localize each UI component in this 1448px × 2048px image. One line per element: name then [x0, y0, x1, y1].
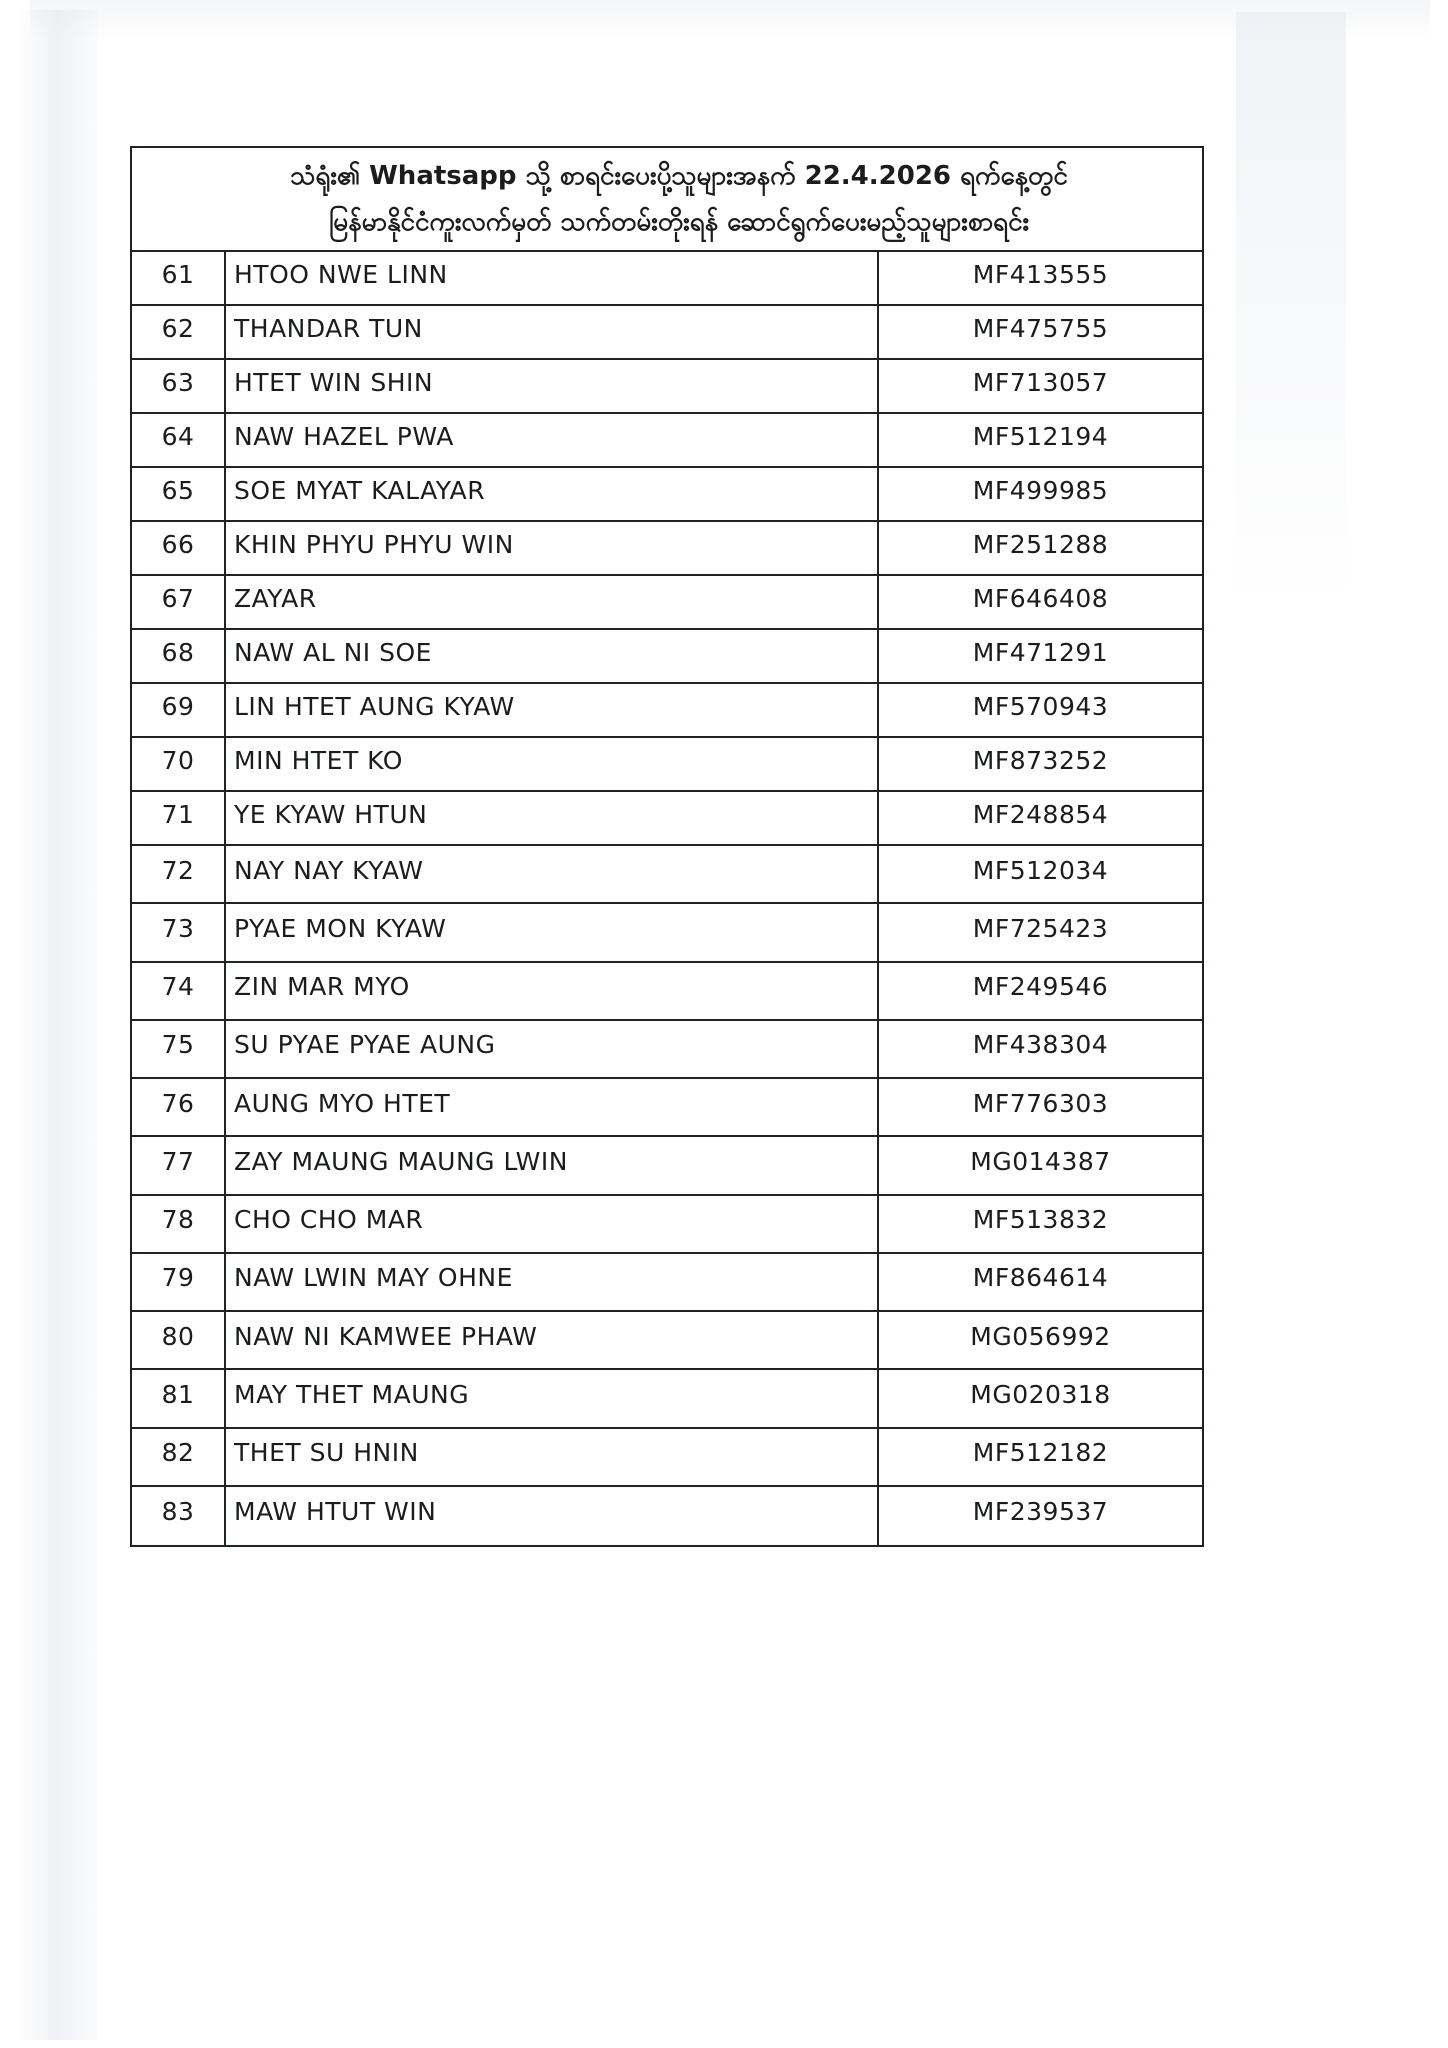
row-number: 74	[132, 963, 226, 1019]
passport-number: MF646408	[972, 583, 1109, 613]
passport-number: MG020318	[970, 1379, 1111, 1409]
passport-number: MF471291	[972, 637, 1109, 667]
table-row	[132, 630, 1202, 684]
table-title	[132, 148, 1202, 252]
row-number: 63	[132, 360, 226, 412]
applicant-name: HTOO NWE LINN	[226, 252, 879, 304]
applicant-name: HTET WIN SHIN	[226, 360, 879, 412]
applicant-name: YE KYAW HTUN	[226, 792, 879, 844]
table-row	[132, 306, 1202, 360]
applicant-name: ZAY MAUNG MAUNG LWIN	[226, 1137, 879, 1193]
table-row	[132, 576, 1202, 630]
applicant-name: NAW LWIN MAY OHNE	[226, 1254, 879, 1310]
row-number: 73	[132, 904, 226, 960]
passport-number: MF251288	[972, 529, 1109, 559]
row-number: 78	[132, 1196, 226, 1252]
row-number: 79	[132, 1254, 226, 1310]
applicant-name: CHO CHO MAR	[226, 1196, 879, 1252]
row-number: 70	[132, 738, 226, 790]
passport-number: MF512034	[972, 855, 1109, 885]
row-number: 71	[132, 792, 226, 844]
applicant-name: KHIN PHYU PHYU WIN	[226, 522, 879, 574]
passport-number: MG056992	[970, 1321, 1111, 1351]
applicant-name: MAW HTUT WIN	[226, 1487, 879, 1545]
applicant-name: SOE MYAT KALAYAR	[226, 468, 879, 520]
passport-number: MF512194	[972, 421, 1109, 451]
row-number: 80	[132, 1312, 226, 1368]
table-body	[132, 252, 1202, 1545]
row-number: 62	[132, 306, 226, 358]
table-row	[132, 468, 1202, 522]
passport-number: MF725423	[972, 913, 1109, 943]
table-row	[132, 1312, 1202, 1370]
table-row	[132, 1429, 1202, 1487]
applicant-name: THANDAR TUN	[226, 306, 879, 358]
scan-shadow-right	[1236, 12, 1346, 612]
passport-number: MF438304	[972, 1030, 1109, 1060]
applicant-name: NAY NAY KYAW	[226, 846, 879, 902]
passport-number: MF512182	[972, 1438, 1109, 1468]
applicant-name: AUNG MYO HTET	[226, 1079, 879, 1135]
table-row	[132, 738, 1202, 792]
table-row	[132, 1370, 1202, 1428]
table-row	[132, 684, 1202, 738]
scan-shadow-top	[30, 0, 1430, 40]
passport-number: MF239537	[972, 1497, 1109, 1527]
row-number: 72	[132, 846, 226, 902]
row-number: 61	[132, 252, 226, 304]
passport-number: MF873252	[972, 745, 1109, 775]
row-number: 64	[132, 414, 226, 466]
table-row	[132, 414, 1202, 468]
passport-number: MF864614	[972, 1263, 1109, 1293]
table-row	[132, 1021, 1202, 1079]
row-number: 83	[132, 1487, 226, 1545]
row-number: 65	[132, 468, 226, 520]
table-row	[132, 792, 1202, 846]
scan-shadow-left	[18, 10, 98, 2040]
applicant-name: ZAYAR	[226, 576, 879, 628]
row-number: 68	[132, 630, 226, 682]
row-number: 82	[132, 1429, 226, 1485]
passport-number: MF475755	[972, 313, 1109, 343]
passport-number: MF570943	[972, 691, 1109, 721]
applicant-name: MIN HTET KO	[226, 738, 879, 790]
table-row	[132, 1254, 1202, 1312]
table-row	[132, 360, 1202, 414]
table-title-line-2: မြန်မာနိုင်ငံကူးလက်မှတ် သက်တမ်းတိုးရန် ဆောင်ရွက်ပေးမည့်သူများစာရင်း	[328, 207, 1030, 237]
table-row	[132, 252, 1202, 306]
row-number: 81	[132, 1370, 226, 1426]
applicant-name: NAW AL NI SOE	[226, 630, 879, 682]
table-row	[132, 522, 1202, 576]
row-number: 66	[132, 522, 226, 574]
passport-number: MF248854	[972, 799, 1109, 829]
applicant-list-table	[130, 146, 1204, 1547]
row-number: 76	[132, 1079, 226, 1135]
applicant-name: PYAE MON KYAW	[226, 904, 879, 960]
applicant-name: NAW NI KAMWEE PHAW	[226, 1312, 879, 1368]
table-title-line-1: သံရုံး၏ Whatsapp သို့ စာရင်းပေးပို့သူများအနက် 22.4.2026 ရက်နေ့တွင်	[290, 161, 1068, 191]
row-number: 69	[132, 684, 226, 736]
table-row	[132, 1137, 1202, 1195]
table-row	[132, 1196, 1202, 1254]
table-row	[132, 904, 1202, 962]
table-row	[132, 1487, 1202, 1545]
passport-number: MG014387	[970, 1146, 1111, 1176]
row-number: 75	[132, 1021, 226, 1077]
row-number: 77	[132, 1137, 226, 1193]
row-number: 67	[132, 576, 226, 628]
applicant-name: LIN HTET AUNG KYAW	[226, 684, 879, 736]
table-row	[132, 1079, 1202, 1137]
table-row	[132, 846, 1202, 904]
applicant-name: THET SU HNIN	[226, 1429, 879, 1485]
passport-number: MF499985	[972, 475, 1109, 505]
applicant-name: ZIN MAR MYO	[226, 963, 879, 1019]
passport-number: MF713057	[972, 367, 1109, 397]
table-row	[132, 963, 1202, 1021]
applicant-name: SU PYAE PYAE AUNG	[226, 1021, 879, 1077]
passport-number: MF413555	[972, 259, 1109, 289]
applicant-name: MAY THET MAUNG	[226, 1370, 879, 1426]
applicant-name: NAW HAZEL PWA	[226, 414, 879, 466]
passport-number: MF776303	[972, 1088, 1109, 1118]
passport-number: MF513832	[972, 1205, 1109, 1235]
passport-number: MF249546	[972, 972, 1109, 1002]
